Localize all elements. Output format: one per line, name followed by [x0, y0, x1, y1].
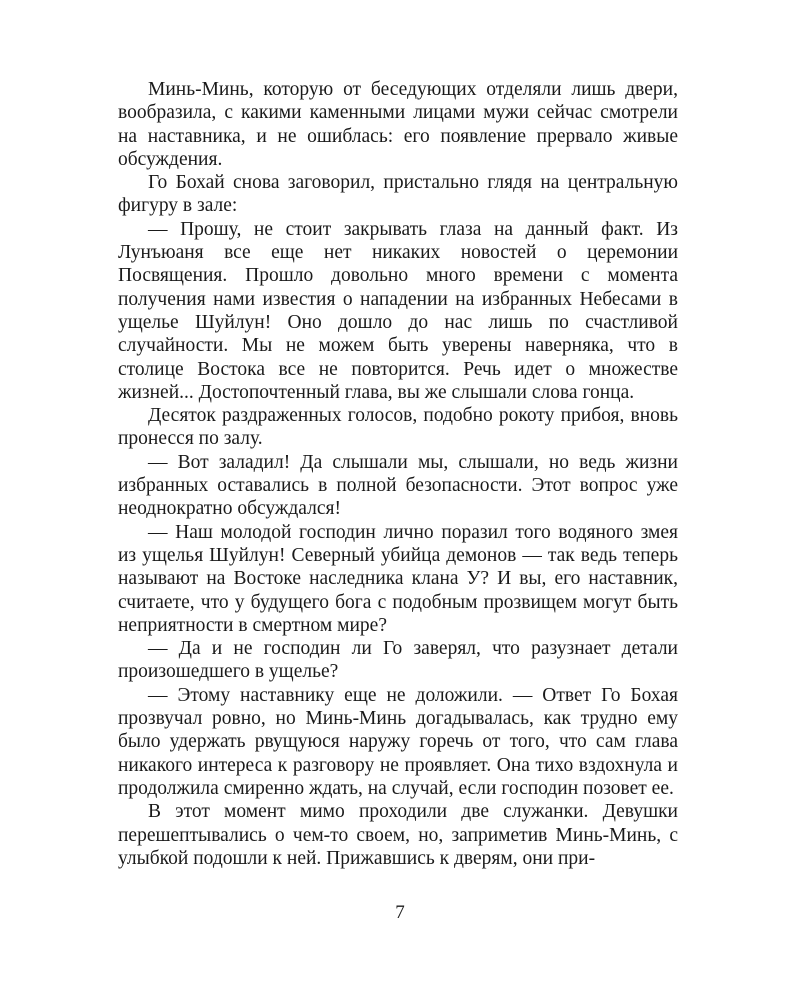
- paragraph-8: — Этому наставнику еще не доложили. — Ответ Го Бохая прозвучал ровно, но Минь-Минь догадывалась, как трудно ему было удержать рвущуюся наружу горечь от того, что сам глава никакого интереса к разговору не проявляет. Она тихо вздохнула и продолжила смиренно ждать, на случай, если господин позовет ее.: [118, 684, 678, 799]
- paragraph-3: — Прошу, не стоит закрывать глаза на данный факт. Из Лунъюаня все еще нет никаких новостей о церемонии Посвящения. Прошло довольно много времени с момента получения нами известия о нападении на избранных Небесами в ущелье Шуйлун! Оно дошло до нас лишь по счастливой случайности. Мы не можем быть уверены наверняка, что в столице Востока все не повторится. Речь идет о множестве жизней... Достопочтенный глава, вы же слышали слова гонца.: [118, 218, 678, 403]
- paragraph-9: В этот момент мимо проходили две служанки. Девушки перешептывались о чем-то своем, но, заприметив Минь-Минь, с улыбкой подошли к ней. Прижавшись к дверям, они при-: [118, 801, 678, 869]
- paragraph-6: — Наш молодой господин лично поразил того водяного змея из ущелья Шуйлун! Северный убийца демонов — так ведь теперь называют на Востоке наследника клана У? И вы, его наставник, считаете, что у будущего бога с подобным прозвищем могут быть неприятности в смертном мире?: [118, 521, 678, 636]
- page-number: 7: [395, 902, 405, 923]
- paragraph-5: — Вот заладил! Да слышали мы, слышали, но ведь жизни избранных оставались в полной безопасности. Этот вопрос уже неоднократно обсуждался!: [118, 451, 678, 520]
- paragraph-1: Минь-Минь, которую от беседующих отделяли лишь двери, вообразила, с какими каменными лицами мужи сейчас смотрели на наставника, и не ошиблась: его появление прервало живые обсуждения.: [118, 79, 678, 170]
- book-page: [118, 78, 678, 898]
- paragraph-7: — Да и не господин ли Го заверял, что разузнает детали произошедшего в ущелье?: [118, 638, 678, 683]
- paragraph-2: Го Бохай снова заговорил, пристально глядя на центральную фигуру в зале:: [118, 172, 678, 217]
- paragraph-4: Десяток раздраженных голосов, подобно рокоту прибоя, вновь пронесся по залу.: [118, 405, 678, 450]
- body-text: [118, 78, 678, 870]
